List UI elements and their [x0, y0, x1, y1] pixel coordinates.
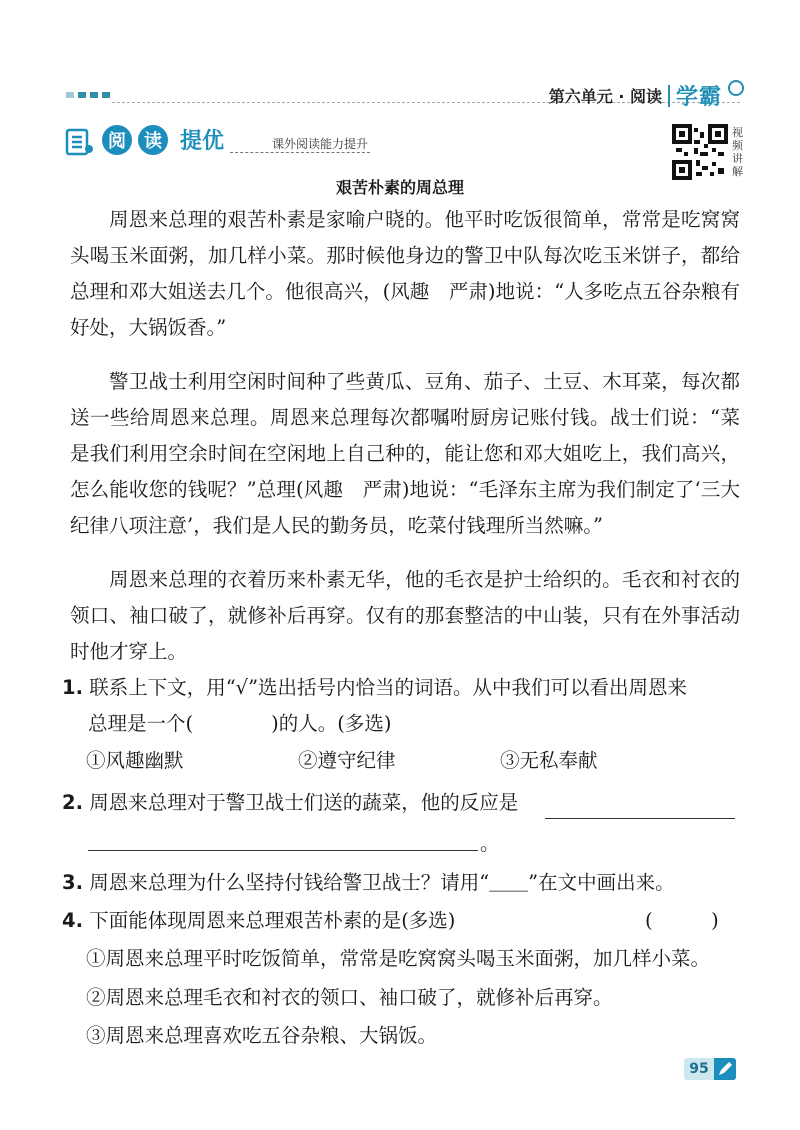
question-2-answer-blank-1[interactable]	[545, 818, 735, 819]
question-2	[62, 785, 742, 821]
question-1	[62, 670, 742, 706]
section-subtitle: 课外阅读能力提升	[272, 137, 369, 151]
question-4-option-1: ①周恩来总理平时吃饭简单，常常是吃窝窝头喝玉米面粥，加几样小菜。	[86, 947, 711, 970]
question-2-end: 。	[480, 832, 500, 855]
section-bubble-1: 阅	[102, 125, 132, 155]
question-4-option-3: ③周恩来总理喜欢吃五谷杂粮、大锅饭。	[86, 1024, 438, 1047]
question-2-answer-blank-2[interactable]	[88, 850, 478, 851]
question-1-text: 联系上下文，用“√”选出括号内恰当的词语。从中我们可以看出周恩来	[89, 676, 688, 699]
question-4	[62, 903, 522, 939]
section-underline	[230, 152, 370, 153]
page-number: 95	[684, 1058, 714, 1080]
brand-separator	[668, 85, 670, 107]
list-icon	[64, 127, 94, 157]
question-4-option-2: ②周恩来总理毛衣和衬衣的领口、袖口破了，就修补后再穿。	[86, 986, 613, 1009]
article-paragraph-2: 警卫战士利用空闲时间种了些黄瓜、豆角、茄子、土豆、木耳菜，每次都送一些给周恩来总理。周恩来总理每次都嘱咐厨房记账付钱。战士们说：“菜是我们利用空余时间在空闲地上自己种的，能让您和邓大姐吃上，我们高兴，怎么能收您的钱呢？”总理(风趣 严肃)地说：“毛泽东主席为我们制定了‘三大纪律八项注意’，我们是人民的勤务员，吃菜付钱理所当然嘛。”	[70, 370, 740, 537]
section-title	[102, 124, 224, 155]
question-1-option-2[interactable]: ②遵守纪律	[298, 749, 396, 772]
header-decoration	[66, 92, 110, 98]
page-header	[549, 80, 744, 111]
question-2-number: 2.	[62, 791, 83, 814]
question-3-text: 周恩来总理为什么坚持付钱给警卫战士？请用“＿＿”在文中画出来。	[89, 871, 675, 894]
question-4-answer-bracket[interactable]: ( )	[645, 909, 719, 932]
brand-logo: 学霸	[675, 85, 722, 110]
question-1-option-3[interactable]: ③无私奉献	[500, 749, 598, 772]
question-1-answer-line[interactable]: 总理是一个( )的人。(多选)	[88, 712, 392, 735]
question-3	[62, 865, 742, 901]
question-4-text: 下面能体现周恩来总理艰苦朴素的是(多选)	[89, 909, 456, 932]
article-paragraph-1: 周恩来总理的艰苦朴素是家喻户晓的。他平时吃饭很简单，常常是吃窝窝头喝玉米面粥，加几样小菜。那时候他身边的警卫中队每次吃玉米饼子，都给总理和邓大姐送去几个。他很高兴，(风趣 严肃)地说：“人多吃点五谷杂粮有好处，大锅饭香。”	[70, 208, 740, 339]
question-4-number: 4.	[62, 909, 83, 932]
article-title: 艰苦朴素的周总理	[335, 178, 464, 197]
section-word: 提优	[180, 129, 225, 154]
qr-code-icon[interactable]	[672, 124, 728, 180]
section-bubble-2: 读	[138, 125, 168, 155]
unit-label: 第六单元 · 阅读	[548, 87, 662, 106]
question-1-number: 1.	[62, 676, 83, 699]
question-3-number: 3.	[62, 871, 83, 894]
article-paragraph-3: 周恩来总理的衣着历来朴素无华，他的毛衣是护士给织的。毛衣和衬衣的领口、袖口破了，就修补后再穿。仅有的那套整洁的中山装，只有在外事活动时他才穿上。	[70, 568, 740, 663]
qr-label: 视频讲解	[732, 126, 743, 178]
cap-icon	[728, 80, 744, 96]
question-1-option-1[interactable]: ①风趣幽默	[86, 749, 184, 772]
question-2-text: 周恩来总理对于警卫战士们送的蔬菜，他的反应是	[89, 791, 519, 814]
pencil-icon	[714, 1058, 736, 1080]
